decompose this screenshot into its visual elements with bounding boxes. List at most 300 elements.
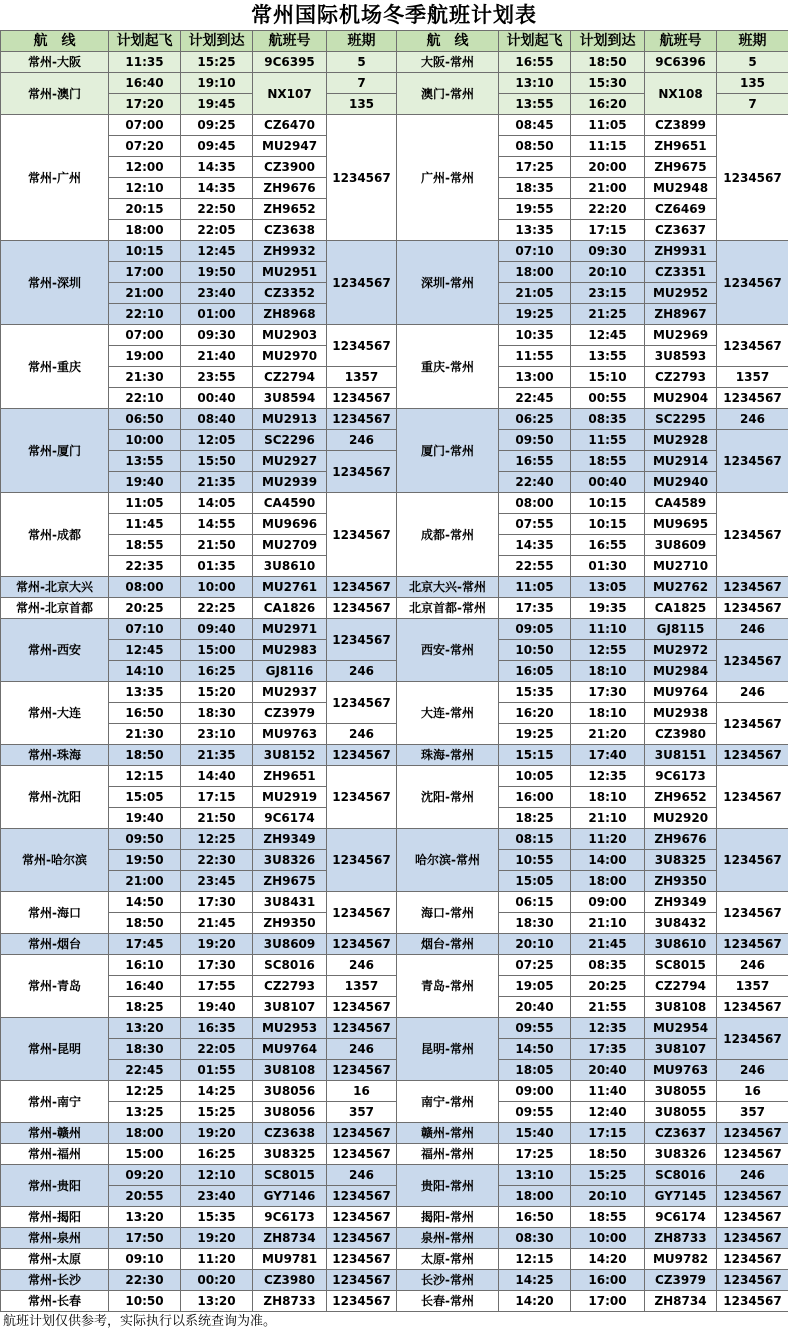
operating-days: 246 [717, 619, 788, 640]
departure-time: 13:20 [109, 1207, 181, 1228]
departure-time: 14:35 [499, 535, 571, 556]
departure-time: 12:00 [109, 157, 181, 178]
arrival-time: 18:00 [571, 871, 645, 892]
operating-days: 1234567 [327, 934, 397, 955]
flight-number: 3U8108 [253, 1060, 327, 1081]
table-row [1, 1144, 788, 1165]
route-outbound: 常州-澳门 [1, 73, 109, 115]
route-group [1, 241, 788, 325]
flight-number: CZ3638 [253, 220, 327, 241]
operating-days: 1234567 [327, 241, 397, 325]
flight-number: NX108 [645, 73, 717, 115]
departure-time: 22:35 [109, 556, 181, 577]
flight-number: CZ3900 [253, 157, 327, 178]
operating-days: 1234567 [327, 745, 397, 766]
route-group [1, 325, 788, 409]
operating-days: 1234567 [717, 1123, 788, 1144]
departure-time: 19:55 [499, 199, 571, 220]
operating-days: 1234567 [327, 1291, 397, 1312]
departure-time: 14:10 [109, 661, 181, 682]
operating-days: 1234567 [717, 934, 788, 955]
route-inbound: 北京首都-常州 [397, 598, 499, 619]
departure-time: 11:45 [109, 514, 181, 535]
arrival-time: 16:00 [571, 1270, 645, 1291]
operating-days: 1234567 [327, 493, 397, 577]
arrival-time: 19:20 [181, 934, 253, 955]
operating-days: 1234567 [717, 1270, 788, 1291]
arrival-time: 12:10 [181, 1165, 253, 1186]
flight-number: ZH8733 [253, 1291, 327, 1312]
route-group [1, 892, 788, 934]
route-group [1, 1270, 788, 1291]
arrival-time: 20:10 [571, 1186, 645, 1207]
departure-time: 18:30 [109, 1039, 181, 1060]
departure-time: 13:35 [499, 220, 571, 241]
flight-number: MU2971 [253, 619, 327, 640]
departure-time: 08:00 [499, 493, 571, 514]
table-row [1, 1018, 788, 1039]
arrival-time: 00:40 [181, 388, 253, 409]
departure-time: 14:25 [499, 1270, 571, 1291]
flight-number: 3U8056 [253, 1102, 327, 1123]
arrival-time: 19:45 [181, 94, 253, 115]
departure-time: 13:55 [109, 451, 181, 472]
flight-number: MU2952 [645, 283, 717, 304]
table-row [1, 52, 788, 73]
flight-number: CZ3352 [253, 283, 327, 304]
departure-time: 09:55 [499, 1018, 571, 1039]
flight-number: MU2970 [253, 346, 327, 367]
table-row [1, 619, 788, 640]
route-outbound: 常州-大阪 [1, 52, 109, 73]
header-route-out: 航 线 [1, 31, 109, 52]
table-row [1, 1060, 788, 1081]
departure-time: 12:25 [109, 1081, 181, 1102]
arrival-time: 15:25 [181, 52, 253, 73]
operating-days: 357 [327, 1102, 397, 1123]
flight-number: SC2296 [253, 430, 327, 451]
table-row [1, 1039, 788, 1060]
operating-days: 246 [717, 1060, 788, 1081]
route-inbound: 广州-常州 [397, 115, 499, 241]
flight-number: 9C6174 [253, 808, 327, 829]
table-row [1, 955, 788, 976]
flight-number: SC8015 [253, 1165, 327, 1186]
arrival-time: 00:40 [571, 472, 645, 493]
flight-number: GJ8115 [645, 619, 717, 640]
departure-time: 07:20 [109, 136, 181, 157]
flight-number: ZH9652 [253, 199, 327, 220]
arrival-time: 01:55 [181, 1060, 253, 1081]
table-row [1, 1270, 788, 1291]
departure-time: 21:30 [109, 724, 181, 745]
route-group [1, 1249, 788, 1270]
arrival-time: 22:05 [181, 1039, 253, 1060]
flight-number: MU9763 [645, 1060, 717, 1081]
flight-number: MU2983 [253, 640, 327, 661]
header-row [1, 31, 788, 52]
arrival-time: 21:10 [571, 913, 645, 934]
arrival-time: 18:10 [571, 703, 645, 724]
departure-time: 13:25 [109, 1102, 181, 1123]
arrival-time: 14:55 [181, 514, 253, 535]
arrival-time: 13:55 [571, 346, 645, 367]
arrival-time: 21:25 [571, 304, 645, 325]
arrival-time: 16:25 [181, 1144, 253, 1165]
arrival-time: 11:20 [181, 1249, 253, 1270]
route-outbound: 常州-大连 [1, 682, 109, 745]
operating-days: 1234567 [717, 325, 788, 367]
route-outbound: 常州-贵阳 [1, 1165, 109, 1207]
route-inbound: 烟台-常州 [397, 934, 499, 955]
arrival-time: 15:35 [181, 1207, 253, 1228]
route-group [1, 577, 788, 598]
operating-days: 1234567 [717, 598, 788, 619]
table-row [1, 388, 788, 409]
arrival-time: 01:00 [181, 304, 253, 325]
arrival-time: 19:20 [181, 1123, 253, 1144]
operating-days: 1234567 [717, 1228, 788, 1249]
arrival-time: 13:20 [181, 1291, 253, 1312]
arrival-time: 09:30 [181, 325, 253, 346]
flight-number: CZ6470 [253, 115, 327, 136]
table-row [1, 829, 788, 850]
operating-days: 1234567 [717, 388, 788, 409]
table-row [1, 1123, 788, 1144]
arrival-time: 22:05 [181, 220, 253, 241]
flight-number: MU2947 [253, 136, 327, 157]
operating-days: 1234567 [327, 892, 397, 934]
departure-time: 06:15 [499, 892, 571, 913]
departure-time: 07:10 [109, 619, 181, 640]
arrival-time: 09:00 [571, 892, 645, 913]
flight-number: MU2927 [253, 451, 327, 472]
arrival-time: 21:45 [181, 913, 253, 934]
departure-time: 16:10 [109, 955, 181, 976]
arrival-time: 08:40 [181, 409, 253, 430]
flight-number: 3U8056 [253, 1081, 327, 1102]
departure-time: 21:05 [499, 283, 571, 304]
operating-days: 246 [717, 1165, 788, 1186]
arrival-time: 23:40 [181, 1186, 253, 1207]
flight-number: MU2953 [253, 1018, 327, 1039]
table-row [1, 892, 788, 913]
departure-time: 10:50 [109, 1291, 181, 1312]
departure-time: 19:40 [109, 808, 181, 829]
flight-number: MU2903 [253, 325, 327, 346]
arrival-time: 21:50 [181, 808, 253, 829]
arrival-time: 17:30 [571, 682, 645, 703]
flight-number: GY7146 [253, 1186, 327, 1207]
flight-number: 9C6173 [645, 766, 717, 787]
operating-days: 1357 [717, 367, 788, 388]
departure-time: 22:10 [109, 304, 181, 325]
flight-number: ZH8968 [253, 304, 327, 325]
route-inbound: 南宁-常州 [397, 1081, 499, 1123]
arrival-time: 21:20 [571, 724, 645, 745]
arrival-time: 23:40 [181, 283, 253, 304]
departure-time: 18:50 [109, 913, 181, 934]
operating-days: 1234567 [327, 829, 397, 892]
route-group [1, 409, 788, 493]
flight-number: 3U8609 [645, 535, 717, 556]
arrival-time: 10:00 [571, 1228, 645, 1249]
departure-time: 18:55 [109, 535, 181, 556]
table-row [1, 73, 788, 94]
departure-time: 19:50 [109, 850, 181, 871]
operating-days: 1234567 [327, 409, 397, 430]
flight-number: 3U8593 [645, 346, 717, 367]
route-group [1, 1228, 788, 1249]
route-inbound: 长春-常州 [397, 1291, 499, 1312]
arrival-time: 14:20 [571, 1249, 645, 1270]
arrival-time: 11:20 [571, 829, 645, 850]
departure-time: 08:00 [109, 577, 181, 598]
arrival-time: 23:15 [571, 283, 645, 304]
arrival-time: 19:50 [181, 262, 253, 283]
operating-days: 246 [717, 409, 788, 430]
route-group [1, 934, 788, 955]
departure-time: 07:55 [499, 514, 571, 535]
departure-time: 22:40 [499, 472, 571, 493]
route-inbound: 北京大兴-常州 [397, 577, 499, 598]
flight-number: CZ3351 [645, 262, 717, 283]
table-row [1, 325, 788, 346]
arrival-time: 11:55 [571, 430, 645, 451]
operating-days: 1234567 [717, 1207, 788, 1228]
flight-number: MU2954 [645, 1018, 717, 1039]
departure-time: 20:40 [499, 997, 571, 1018]
arrival-time: 18:50 [571, 1144, 645, 1165]
arrival-time: 17:35 [571, 1039, 645, 1060]
route-group [1, 682, 788, 745]
departure-time: 17:35 [499, 598, 571, 619]
route-inbound: 深圳-常州 [397, 241, 499, 325]
operating-days: 1234567 [717, 1144, 788, 1165]
flight-number: ZH9932 [253, 241, 327, 262]
header-arr-out: 计划到达 [181, 31, 253, 52]
flight-number: 3U8431 [253, 892, 327, 913]
operating-days: 1357 [717, 976, 788, 997]
departure-time: 10:35 [499, 325, 571, 346]
departure-time: 13:10 [499, 1165, 571, 1186]
flight-number: 9C6173 [253, 1207, 327, 1228]
table-row [1, 598, 788, 619]
departure-time: 08:45 [499, 115, 571, 136]
flight-number: CZ3980 [253, 1270, 327, 1291]
flight-number: SC8016 [253, 955, 327, 976]
departure-time: 16:40 [109, 73, 181, 94]
table-row [1, 997, 788, 1018]
operating-days: 1234567 [717, 115, 788, 241]
route-inbound: 福州-常州 [397, 1144, 499, 1165]
arrival-time: 22:20 [571, 199, 645, 220]
departure-time: 09:00 [499, 1081, 571, 1102]
arrival-time: 14:40 [181, 766, 253, 787]
departure-time: 09:55 [499, 1102, 571, 1123]
departure-time: 15:00 [109, 1144, 181, 1165]
route-group [1, 73, 788, 115]
arrival-time: 10:15 [571, 493, 645, 514]
departure-time: 10:55 [499, 850, 571, 871]
arrival-time: 18:10 [571, 661, 645, 682]
route-inbound: 赣州-常州 [397, 1123, 499, 1144]
flight-number: 3U8151 [645, 745, 717, 766]
arrival-time: 16:35 [181, 1018, 253, 1039]
route-outbound: 常州-赣州 [1, 1123, 109, 1144]
operating-days: 1234567 [717, 241, 788, 325]
footer-note: 航班计划仅供参考，实际执行以系统查询为准。 [0, 1312, 788, 1332]
route-group [1, 1144, 788, 1165]
route-group [1, 619, 788, 682]
flight-number: CZ3980 [645, 724, 717, 745]
operating-days: 7 [717, 94, 788, 115]
arrival-time: 12:55 [571, 640, 645, 661]
departure-time: 16:50 [499, 1207, 571, 1228]
operating-days: 1234567 [717, 829, 788, 892]
route-outbound: 常州-深圳 [1, 241, 109, 325]
page-title: 常州国际机场冬季航班计划表 [0, 0, 788, 30]
flight-number: 3U8325 [645, 850, 717, 871]
route-inbound: 重庆-常州 [397, 325, 499, 409]
arrival-time: 09:30 [571, 241, 645, 262]
route-inbound: 沈阳-常州 [397, 766, 499, 829]
header-days-in: 班期 [717, 31, 788, 52]
operating-days: 1234567 [717, 997, 788, 1018]
flight-number: MU9781 [253, 1249, 327, 1270]
route-inbound: 海口-常州 [397, 892, 499, 934]
flight-number: MU2761 [253, 577, 327, 598]
route-inbound: 青岛-常州 [397, 955, 499, 1018]
departure-time: 14:50 [109, 892, 181, 913]
arrival-time: 23:10 [181, 724, 253, 745]
departure-time: 12:10 [109, 178, 181, 199]
route-inbound: 哈尔滨-常州 [397, 829, 499, 892]
flight-number: ZH9676 [253, 178, 327, 199]
flight-number: ZH9651 [253, 766, 327, 787]
flight-number: MU9695 [645, 514, 717, 535]
departure-time: 07:00 [109, 325, 181, 346]
arrival-time: 15:20 [181, 682, 253, 703]
flight-number: ZH9349 [645, 892, 717, 913]
departure-time: 19:25 [499, 724, 571, 745]
route-outbound: 常州-北京大兴 [1, 577, 109, 598]
route-inbound: 厦门-常州 [397, 409, 499, 493]
flight-number: CZ2793 [645, 367, 717, 388]
departure-time: 08:30 [499, 1228, 571, 1249]
departure-time: 06:50 [109, 409, 181, 430]
departure-time: 16:55 [499, 52, 571, 73]
route-inbound: 太原-常州 [397, 1249, 499, 1270]
arrival-time: 18:50 [571, 52, 645, 73]
arrival-time: 18:55 [571, 1207, 645, 1228]
departure-time: 14:20 [499, 1291, 571, 1312]
flight-number: SC8016 [645, 1165, 717, 1186]
arrival-time: 15:30 [571, 73, 645, 94]
arrival-time: 12:45 [571, 325, 645, 346]
arrival-time: 19:40 [181, 997, 253, 1018]
departure-time: 13:20 [109, 1018, 181, 1039]
flight-number: MU9763 [253, 724, 327, 745]
flight-number: MU2984 [645, 661, 717, 682]
arrival-time: 21:35 [181, 472, 253, 493]
departure-time: 12:15 [109, 766, 181, 787]
table-row [1, 493, 788, 514]
flight-number: 9C6174 [645, 1207, 717, 1228]
flight-number: 3U8326 [645, 1144, 717, 1165]
departure-time: 18:35 [499, 178, 571, 199]
arrival-time: 15:25 [571, 1165, 645, 1186]
arrival-time: 08:35 [571, 955, 645, 976]
flight-number: CZ2793 [253, 976, 327, 997]
flight-number: MU9764 [253, 1039, 327, 1060]
departure-time: 13:55 [499, 94, 571, 115]
operating-days: 1234567 [717, 703, 788, 745]
operating-days: 1234567 [327, 325, 397, 367]
route-outbound: 常州-太原 [1, 1249, 109, 1270]
flight-number: MU2914 [645, 451, 717, 472]
operating-days: 1234567 [717, 640, 788, 682]
flight-number: MU9696 [253, 514, 327, 535]
flight-number: MU2972 [645, 640, 717, 661]
header-flight-in: 航班号 [645, 31, 717, 52]
flight-number: MU2940 [645, 472, 717, 493]
route-outbound: 常州-青岛 [1, 955, 109, 1018]
arrival-time: 19:35 [571, 598, 645, 619]
flight-number: ZH8733 [645, 1228, 717, 1249]
operating-days: 1234567 [327, 598, 397, 619]
arrival-time: 12:05 [181, 430, 253, 451]
arrival-time: 21:45 [571, 934, 645, 955]
arrival-time: 21:00 [571, 178, 645, 199]
operating-days: 1234567 [327, 1207, 397, 1228]
table-row [1, 682, 788, 703]
arrival-time: 09:40 [181, 619, 253, 640]
arrival-time: 14:35 [181, 178, 253, 199]
flight-number: MU2762 [645, 577, 717, 598]
departure-time: 14:50 [499, 1039, 571, 1060]
flight-number: CZ3638 [253, 1123, 327, 1144]
arrival-time: 17:55 [181, 976, 253, 997]
flight-schedule-table [0, 30, 788, 1312]
arrival-time: 15:50 [181, 451, 253, 472]
route-outbound: 常州-揭阳 [1, 1207, 109, 1228]
arrival-time: 10:15 [571, 514, 645, 535]
flight-number: 3U8326 [253, 850, 327, 871]
departure-time: 11:55 [499, 346, 571, 367]
route-outbound: 常州-成都 [1, 493, 109, 577]
flight-number: ZH9675 [253, 871, 327, 892]
arrival-time: 20:00 [571, 157, 645, 178]
route-outbound: 常州-海口 [1, 892, 109, 934]
table-row [1, 745, 788, 766]
departure-time: 15:05 [109, 787, 181, 808]
flight-number: ZH8734 [645, 1291, 717, 1312]
arrival-time: 19:10 [181, 73, 253, 94]
route-inbound: 珠海-常州 [397, 745, 499, 766]
arrival-time: 20:40 [571, 1060, 645, 1081]
table-row [1, 1186, 788, 1207]
arrival-time: 18:55 [571, 451, 645, 472]
flight-number: MU2913 [253, 409, 327, 430]
operating-days: 1357 [327, 976, 397, 997]
flight-number: ZH9675 [645, 157, 717, 178]
route-outbound: 常州-长沙 [1, 1270, 109, 1291]
arrival-time: 14:25 [181, 1081, 253, 1102]
arrival-time: 14:35 [181, 157, 253, 178]
operating-days: 1234567 [327, 1249, 397, 1270]
flight-number: MU2928 [645, 430, 717, 451]
